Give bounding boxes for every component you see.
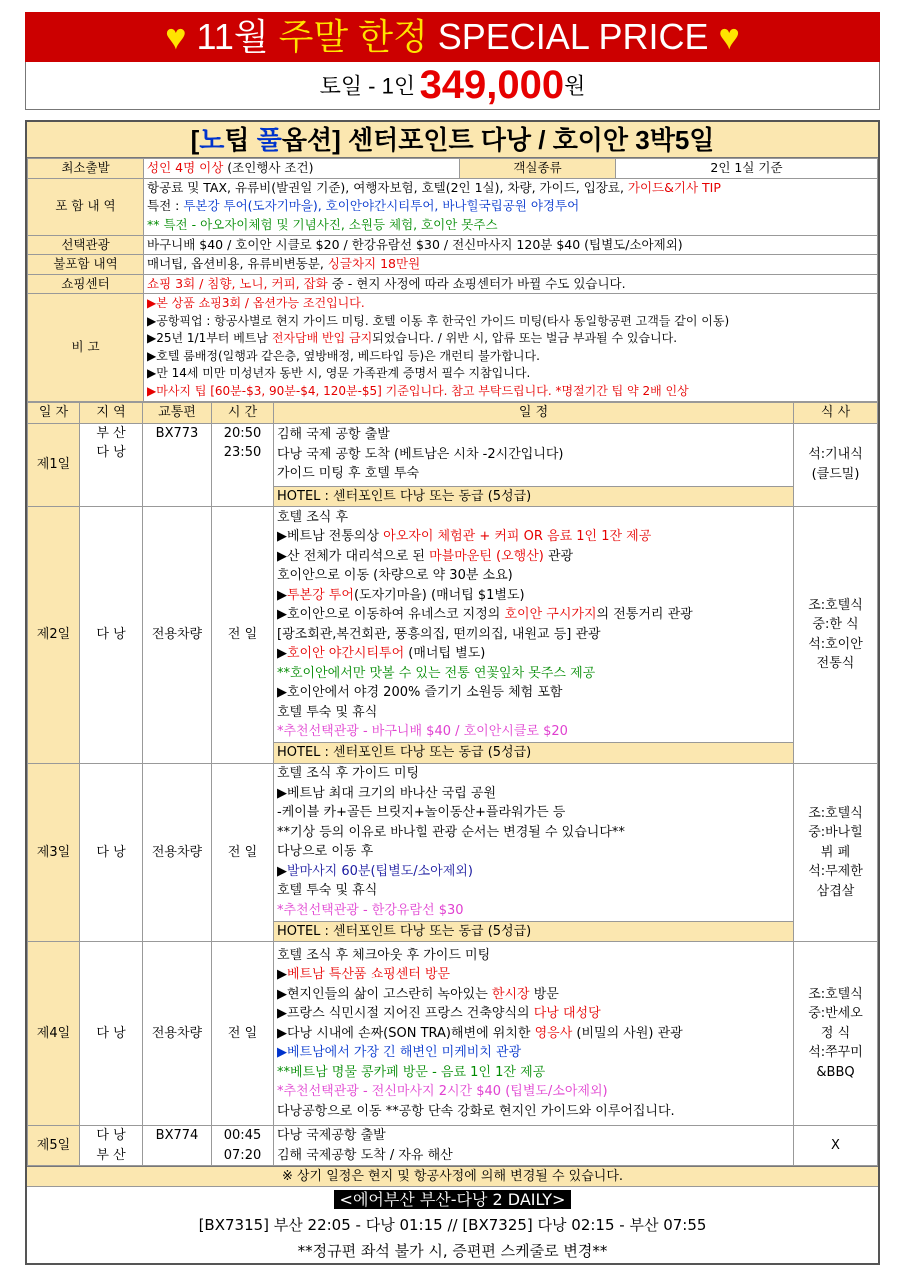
day-1-hotel: HOTEL : 센터포인트 다낭 또는 동급 (5성급) bbox=[274, 486, 794, 507]
day-2-region: 다 낭 bbox=[80, 507, 143, 764]
day-5-meal: X bbox=[794, 1126, 878, 1166]
col-transport: 교통편 bbox=[143, 403, 212, 424]
itinerary-document bbox=[25, 120, 880, 1265]
optional-tour-label: 선택관광 bbox=[28, 235, 144, 255]
day-2-hotel: HOTEL : 센터포인트 다낭 또는 동급 (5성급) bbox=[274, 743, 794, 764]
room-type-value: 2인 1실 기준 bbox=[616, 159, 878, 179]
day-3-hotel: HOTEL : 센터포인트 다낭 또는 동급 (5성급) bbox=[274, 921, 794, 942]
day-4-transport: 전용차량 bbox=[143, 942, 212, 1126]
itinerary-table bbox=[27, 402, 878, 1166]
airline-banner: <에어부산 부산-다낭 2 DAILY> bbox=[334, 1190, 572, 1209]
schedule-change-note: ※ 상기 일정은 현지 및 항공사정에 의해 변경될 수 있습니다. bbox=[27, 1167, 878, 1187]
col-day: 일 자 bbox=[28, 403, 80, 424]
exclusions-value: 매너팁, 옵션비용, 유류비변동분, 싱글차지 18만원 bbox=[144, 255, 878, 275]
flight-change-note: **정규편 좌석 불가 시, 증편편 스케줄로 변경** bbox=[297, 1242, 608, 1260]
day-3-meal: 조:호텔식 중:바나힐 뷔 페 석:무제한 삼겹살 bbox=[794, 763, 878, 942]
day-3-transport: 전용차량 bbox=[143, 763, 212, 942]
exclusions-label: 불포함 내역 bbox=[28, 255, 144, 275]
inclusions-value: 항공료 및 TAX, 유류비(발권일 기준), 여행자보험, 호텔(2인 1실), 차량, 가이드, 입장료, 가이드&기사 TIP 특전 : 투본강 투어(도자기마을), 호이안야간시티투어, 바나힐국립공원 야경투어 ** 특전 - 아오자이체험 및 기념사진, 소원등 체험, 호이안 못주스 bbox=[144, 178, 878, 235]
page bbox=[25, 12, 880, 1265]
day-1-meal: 석:기내식 (클드밀) bbox=[794, 423, 878, 507]
shopping-label: 쇼핑센터 bbox=[28, 274, 144, 294]
col-schedule: 일 정 bbox=[274, 403, 794, 424]
day-5-time: 00:45 07:20 bbox=[212, 1126, 274, 1166]
info-table bbox=[27, 158, 878, 402]
day-2-transport: 전용차량 bbox=[143, 507, 212, 764]
day-3-time: 전 일 bbox=[212, 763, 274, 942]
footer bbox=[27, 1166, 878, 1263]
day-1-region: 부 산 다 낭 bbox=[80, 423, 143, 507]
banner-promo: 주말 한정 bbox=[278, 16, 428, 57]
day-4-label: 제4일 bbox=[28, 942, 80, 1126]
shopping-value: 쇼핑 3회 / 침향, 노니, 커피, 잡화 중 - 현지 사정에 따라 쇼핑센터가 바뀔 수도 있습니다. bbox=[144, 274, 878, 294]
day-2-meal: 조:호텔식 중:한 식 석:호이안 전통식 bbox=[794, 507, 878, 764]
day-5-transport: BX774 bbox=[143, 1126, 212, 1166]
day-4-schedule: 호텔 조식 후 체크아웃 후 가이드 미팅 ▶베트남 특산품 쇼핑센터 방문 ▶현지인들의 삶이 고스란히 녹아있는 한시장 방문 ▶프랑스 식민시절 지어진 프랑스 건축양식의 다낭 대성당 ▶다낭 시내에 손짜(SON TRA)해변에 위치한 영응사 (비밀의 사원) 관광 ▶베트남에서 가장 긴 해변인 미케비치 관광 **베트남 명물 콩카페 방문 - 음료 1인 1잔 제공 *추천선택관광 - 전신마사지 2시간 $40 (팁별도/소아제외) 다낭공항으로 이동 **공항 단속 강화로 현지인 가이드와 이루어집니다. bbox=[274, 942, 794, 1126]
price-value: 349,000 bbox=[419, 63, 565, 107]
product-title: [노팁 풀옵션] 센터포인트 다낭 / 호이안 3박5일 bbox=[27, 122, 878, 158]
col-time: 시 간 bbox=[212, 403, 274, 424]
day-4-region: 다 낭 bbox=[80, 942, 143, 1126]
banner-month: 11월 bbox=[196, 16, 269, 57]
flight-schedule: [BX7315] 부산 22:05 - 다낭 01:15 // [BX7325] 다낭 02:15 - 부산 07:55 bbox=[198, 1216, 707, 1234]
banner-special: SPECIAL PRICE bbox=[437, 16, 709, 57]
day-1-schedule: 김해 국제 공항 출발 다낭 국제 공항 도착 (베트남은 시차 -2시간입니다) 가이드 미팅 후 호텔 투숙 bbox=[274, 423, 794, 486]
day-4-time: 전 일 bbox=[212, 942, 274, 1126]
heart-icon: ♥ bbox=[165, 16, 187, 57]
day-1-time: 20:50 23:50 bbox=[212, 423, 274, 507]
price-unit: 원 bbox=[564, 73, 586, 99]
remarks-value: ▶본 상품 쇼핑3회 / 옵션가능 조건입니다. ▶공항픽업 : 항공사별로 현지 가이드 미팅. 호텔 이동 후 한국인 가이드 미팅(타사 동일항공편 고객들 같이 이동) ▶25년 1/1부터 베트남 전자담배 반입 금지되었습니다. / 위반 시, 압류 또는 벌금 부과될 수 있습니다. ▶호텔 룸배정(일행과 같은층, 옆방배정, 베드타입 등)은 개런티 불가합니다. ▶만 14세 미만 미성년자 동반 시, 영문 가족관계 증명서 필수 지참입니다. ▶마사지 팁 [60분-$3, 90분-$4, 120분-$5] 기준입니다. 참고 부탁드립니다. *명절기간 팁 약 2배 인상 bbox=[144, 294, 878, 402]
day-5-region: 다 낭 부 산 bbox=[80, 1126, 143, 1166]
day-2-label: 제2일 bbox=[28, 507, 80, 764]
day-3-region: 다 낭 bbox=[80, 763, 143, 942]
day-1-label: 제1일 bbox=[28, 423, 80, 507]
heart-icon: ♥ bbox=[718, 16, 740, 57]
day-3-schedule: 호텔 조식 후 가이드 미팅 ▶베트남 최대 크기의 바나산 국립 공원 -케이블 카+골든 브릿지+놀이동산+플라워가든 등 **기상 등의 이유로 바나힐 관광 순서는 변경될 수 있습니다** 다낭으로 이동 후 ▶발마사지 60분(팁별도/소아제외) 호텔 투숙 및 휴식 *추천선택관광 - 한강유람선 $30 bbox=[274, 763, 794, 921]
day-3-label: 제3일 bbox=[28, 763, 80, 942]
price-label: 토일 - 1인 bbox=[319, 73, 416, 99]
day-1-transport: BX773 bbox=[143, 423, 212, 507]
day-2-time: 전 일 bbox=[212, 507, 274, 764]
inclusions-label: 포 함 내 역 bbox=[28, 178, 144, 235]
min-departure-label: 최소출발 bbox=[28, 159, 144, 179]
col-region: 지 역 bbox=[80, 403, 143, 424]
price-box bbox=[25, 62, 880, 110]
remarks-label: 비 고 bbox=[28, 294, 144, 402]
day-2-schedule: 호텔 조식 후 ▶베트남 전통의상 아오자이 체험관 + 커피 OR 음료 1인 1잔 제공 ▶산 전체가 대리석으로 된 마블마운틴 (오행산) 관광 호이안으로 이동 (차량으로 약 30분 소요) ▶투본강 투어(도자기마을) (매너팁 $1별도) ▶호이안으로 이동하여 유네스코 지정의 호이안 구시가지의 전통거리 관광 [광조회관,복건회관, 풍흥의집, 떤끼의집, 내원교 등] 관광 ▶호이안 야간시티투어 (매너팁 별도) **호이안에서만 맛볼 수 있는 전통 연꽃잎차 못주스 제공 ▶호이안에서 야경 200% 즐기기 소원등 체험 포함 호텔 투숙 및 휴식 *추천선택관광 - 바구니배 $40 / 호이안시클로 $20 bbox=[274, 507, 794, 743]
day-5-schedule: 다낭 국제공항 출발 김해 국제공항 도착 / 자유 해산 bbox=[274, 1126, 794, 1166]
min-departure-value: 성인 4명 이상 (조인행사 조건) bbox=[144, 159, 460, 179]
optional-tour-value: 바구니배 $40 / 호이안 시클로 $20 / 한강유람선 $30 / 전신마사지 120분 $40 (팁별도/소아제외) bbox=[144, 235, 878, 255]
day-4-meal: 조:호텔식 중:반세오 정 식 석:쭈꾸미 &BBQ bbox=[794, 942, 878, 1126]
day-5-label: 제5일 bbox=[28, 1126, 80, 1166]
col-meal: 식 사 bbox=[794, 403, 878, 424]
room-type-label: 객실종류 bbox=[460, 159, 616, 179]
promo-banner bbox=[25, 12, 880, 62]
